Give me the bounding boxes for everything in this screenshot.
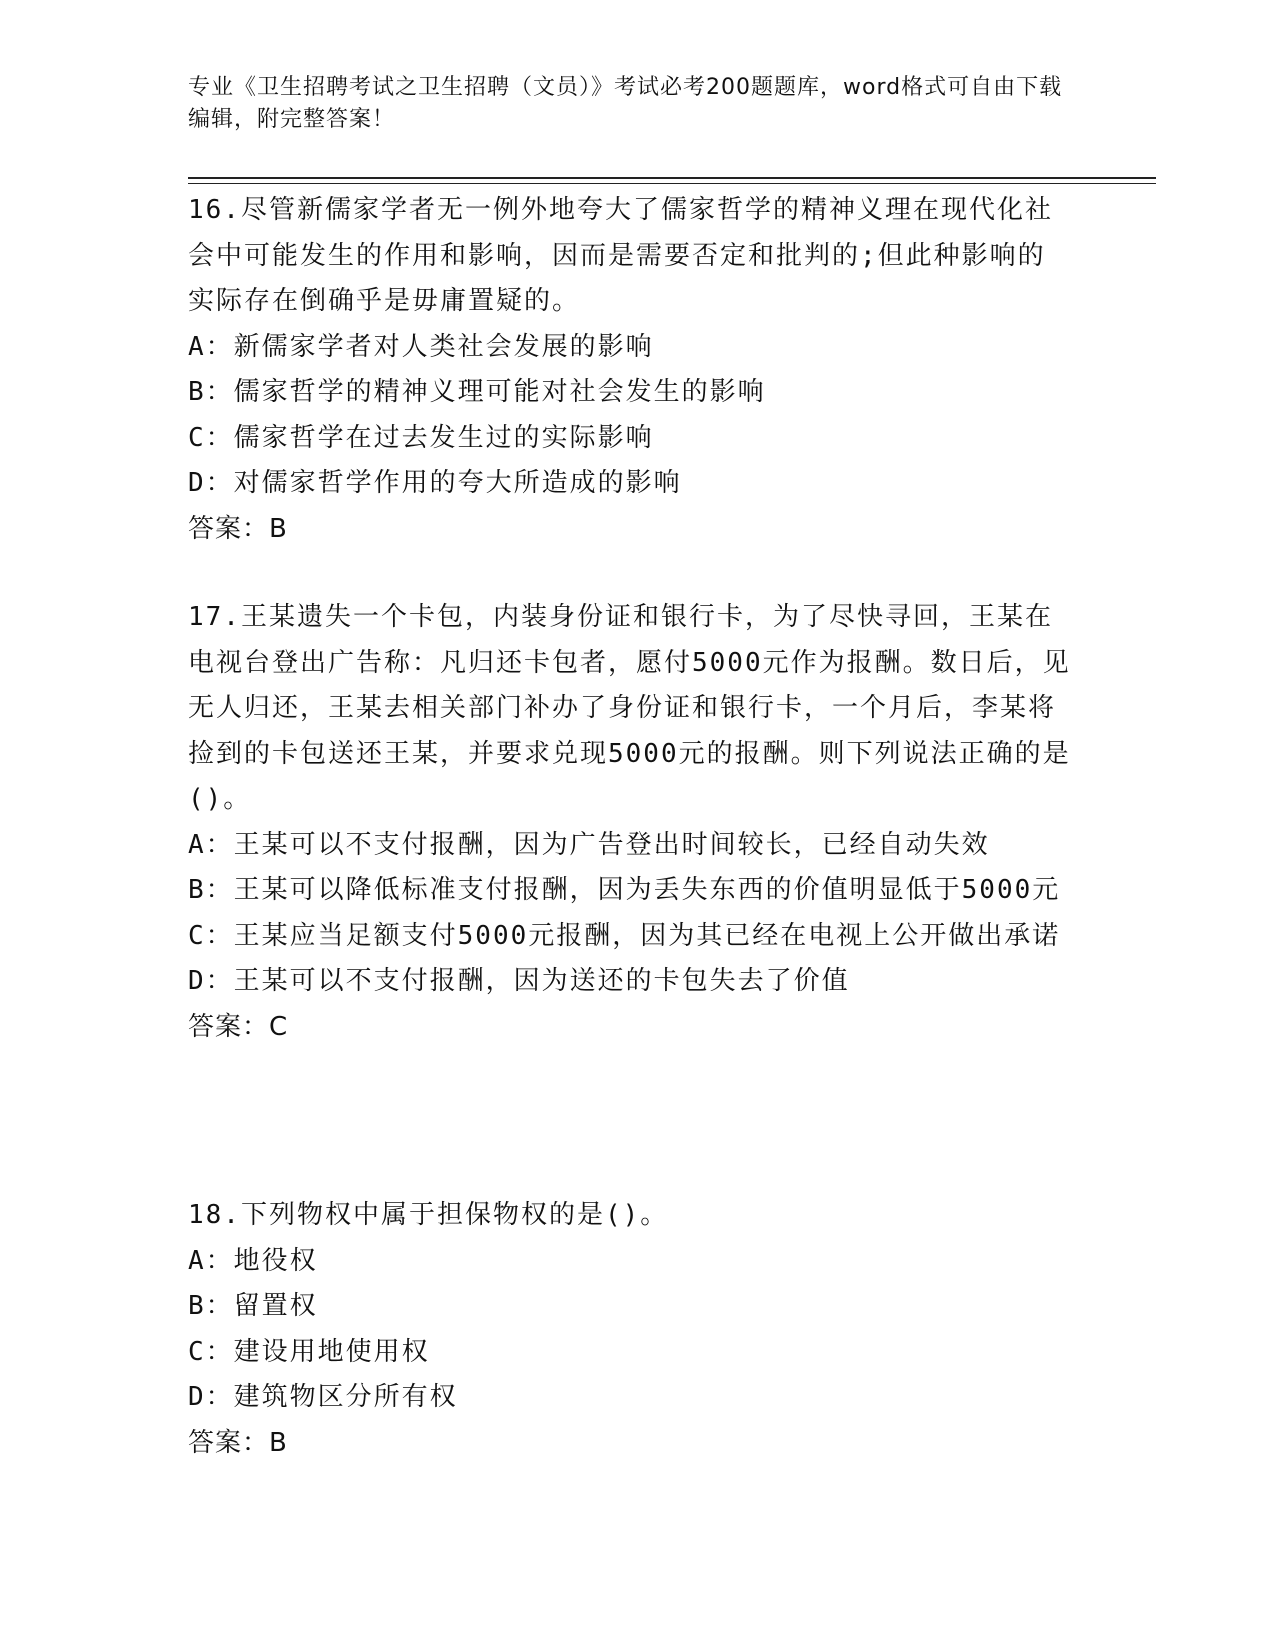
question-16-option-a: A：新儒家学者对人类社会发展的影响 <box>188 331 654 362</box>
question-16-option-d: D：对儒家哲学作用的夸大所造成的影响 <box>188 468 682 498</box>
question-16-option-b: B：儒家哲学的精神义理可能对社会发生的影响 <box>188 377 766 407</box>
header-divider-thin <box>188 183 1156 184</box>
question-18-option-b: B：留置权 <box>188 1291 318 1321</box>
document-header: 专业《卫生招聘考试之卫生招聘（文员）》考试必考200题题库，word格式可自由下载编辑，附完整答案！ <box>188 75 1063 132</box>
question-17 <box>188 595 1088 1050</box>
header-divider-thick <box>188 177 1156 179</box>
question-16-answer: 答案：B <box>188 513 288 544</box>
question-17-answer: 答案：C <box>188 1011 289 1042</box>
question-18-answer: 答案：B <box>188 1427 288 1458</box>
question-17-text: 17.王某遗失一个卡包，内装身份证和银行卡，为了尽快寻回，王某在电视台登出广告称：凡归还卡包者，愿付5000元作为报酬。数日后，见无人归还，王某去相关部门补办了身份证和银行卡，一个月后，李某将捡到的卡包送还王某，并要求兑现5000元的报酬。则下列说法正确的是()。 <box>188 602 1071 814</box>
question-18-option-d: D：建筑物区分所有权 <box>188 1382 458 1412</box>
question-17-option-a: A：王某可以不支付报酬，因为广告登出时间较长，已经自动失效 <box>188 829 990 860</box>
question-16 <box>188 188 1088 552</box>
question-17-option-b: B：王某可以降低标准支付报酬，因为丢失东西的价值明显低于5000元 <box>188 875 1061 905</box>
question-16-option-c: C：儒家哲学在过去发生过的实际影响 <box>188 422 654 453</box>
question-18-option-a: A：地役权 <box>188 1245 318 1276</box>
question-18-option-c: C：建设用地使用权 <box>188 1336 430 1367</box>
question-16-text: 16.尽管新儒家学者无一例外地夸大了儒家哲学的精神义理在现代化社会中可能发生的作用和影响，因而是需要否定和批判的;但此种影响的实际存在倒确乎是毋庸置疑的。 <box>188 195 1053 316</box>
question-17-option-d: D：王某可以不支付报酬，因为送还的卡包失去了价值 <box>188 966 850 996</box>
question-18-text: 18.下列物权中属于担保物权的是()。 <box>188 1200 669 1230</box>
question-18 <box>188 1193 1088 1466</box>
question-17-option-c: C：王某应当足额支付5000元报酬，因为其已经在电视上公开做出承诺 <box>188 920 1061 951</box>
